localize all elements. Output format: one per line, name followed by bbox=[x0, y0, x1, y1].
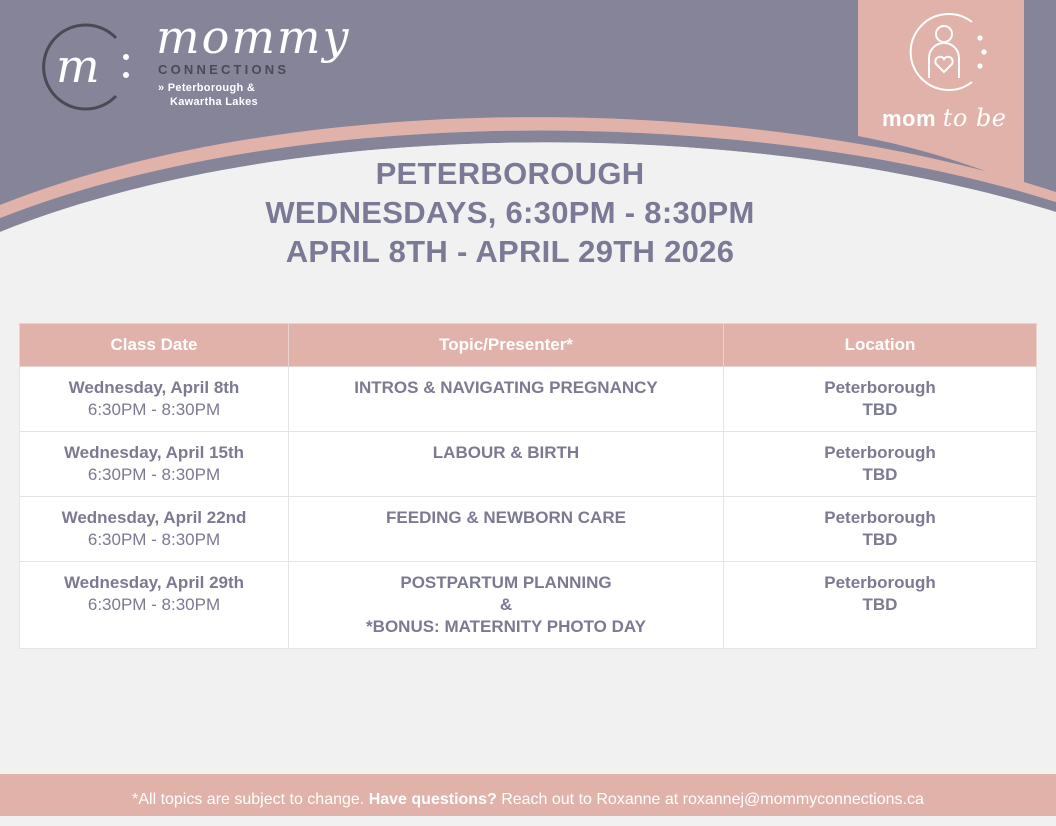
headline-city: PETERBOROUGH bbox=[375, 156, 645, 191]
class-date: Wednesday, April 29th bbox=[63, 573, 245, 592]
class-time: 6:30PM - 8:30PM bbox=[87, 465, 221, 484]
column-header-location: Location bbox=[724, 324, 1037, 367]
svg-text:m: m bbox=[56, 39, 100, 93]
class-date: Wednesday, April 22nd bbox=[61, 508, 247, 527]
table-row bbox=[20, 497, 1037, 562]
table-row bbox=[20, 432, 1037, 497]
location-venue: TBD bbox=[862, 595, 898, 614]
class-time: 6:30PM - 8:30PM bbox=[87, 400, 221, 419]
location-cell bbox=[724, 367, 1037, 432]
location-city: Peterborough bbox=[824, 443, 936, 462]
headline-dates: APRIL 8TH - APRIL 29TH 2026 bbox=[285, 234, 735, 269]
topic-line: POSTPARTUM PLANNING bbox=[400, 573, 612, 592]
column-header-topic: Topic/Presenter* bbox=[289, 324, 724, 367]
footer-question: Have questions? bbox=[368, 791, 497, 808]
table-row bbox=[20, 562, 1037, 649]
class-date-cell bbox=[20, 497, 289, 562]
brand-name: mommy bbox=[156, 10, 351, 64]
location-cell bbox=[724, 497, 1037, 562]
brand-location-line-1: » Peterborough & bbox=[158, 82, 256, 94]
location-venue: TBD bbox=[862, 530, 898, 549]
footer-bar bbox=[0, 774, 1056, 816]
location-venue: TBD bbox=[862, 465, 898, 484]
topic-cell bbox=[289, 367, 724, 432]
topic-line: LABOUR & BIRTH bbox=[432, 443, 580, 462]
brand-location-line-2: Kawartha Lakes bbox=[170, 96, 258, 108]
mom-to-be-label bbox=[882, 104, 1006, 132]
class-time: 6:30PM - 8:30PM bbox=[87, 595, 221, 614]
topic-cell bbox=[289, 562, 724, 649]
table-header-row bbox=[20, 324, 1037, 367]
topic-line: & bbox=[499, 595, 513, 614]
class-date: Wednesday, April 8th bbox=[68, 378, 240, 397]
table-row bbox=[20, 367, 1037, 432]
badge-label-prefix: mom bbox=[882, 106, 937, 131]
column-header-class-date: Class Date bbox=[20, 324, 289, 367]
location-cell bbox=[724, 562, 1037, 649]
class-date: Wednesday, April 15th bbox=[63, 443, 245, 462]
page-headline bbox=[0, 154, 1020, 271]
footer-contact: Reach out to Roxanne at roxannej@mommyconnections.ca bbox=[501, 791, 924, 808]
topic-cell bbox=[289, 497, 724, 562]
location-city: Peterborough bbox=[824, 573, 936, 592]
location-city: Peterborough bbox=[824, 378, 936, 397]
topic-line: INTROS & NAVIGATING PREGNANCY bbox=[354, 378, 658, 397]
topic-line: FEEDING & NEWBORN CARE bbox=[386, 508, 626, 527]
class-date-cell bbox=[20, 432, 289, 497]
location-city: Peterborough bbox=[824, 508, 936, 527]
footer-note: *All topics are subject to change. bbox=[132, 791, 365, 808]
headline-schedule: WEDNESDAYS, 6:30PM - 8:30PM bbox=[265, 195, 755, 230]
class-date-cell bbox=[20, 562, 289, 649]
class-schedule-table bbox=[19, 323, 1037, 649]
badge-label-script: to be bbox=[942, 104, 1007, 132]
topic-line: *BONUS: MATERNITY PHOTO DAY bbox=[366, 617, 646, 636]
class-date-cell bbox=[20, 367, 289, 432]
brand-subtitle: CONNECTIONS bbox=[158, 62, 290, 77]
location-cell bbox=[724, 432, 1037, 497]
class-time: 6:30PM - 8:30PM bbox=[87, 530, 221, 549]
topic-cell bbox=[289, 432, 724, 497]
table-body bbox=[20, 367, 1037, 649]
location-venue: TBD bbox=[862, 400, 898, 419]
